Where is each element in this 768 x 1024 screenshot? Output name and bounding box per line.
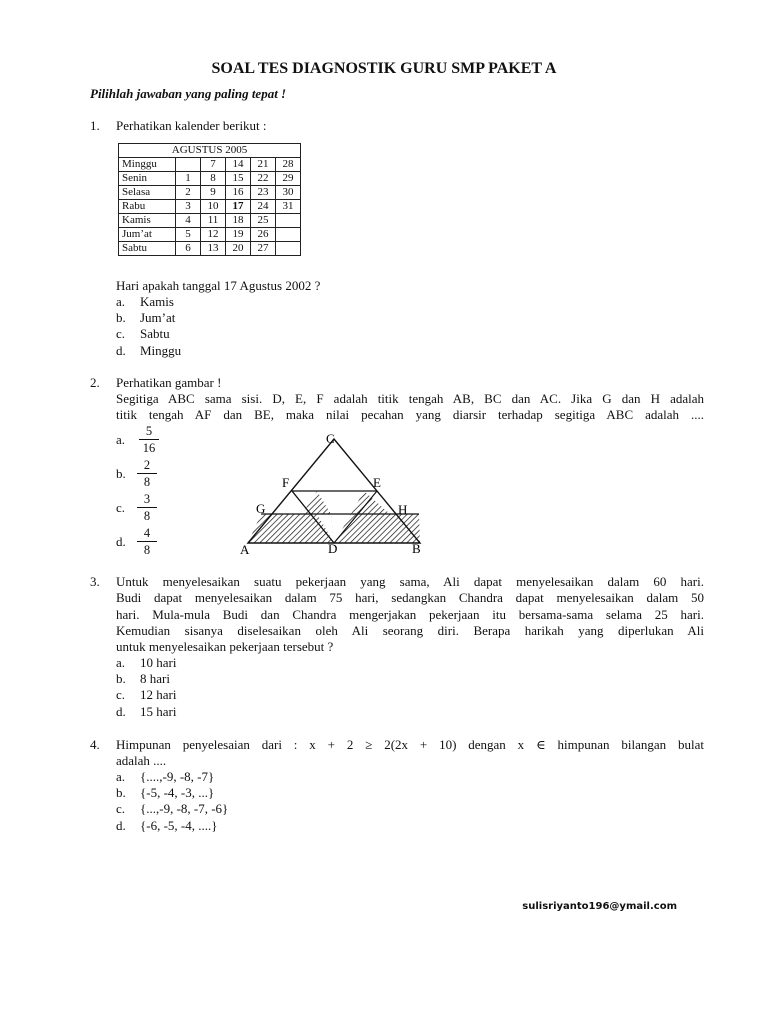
option-text: {...,-9, -8, -7, -6}: [140, 801, 229, 816]
calendar-row: [119, 214, 301, 228]
option-text: Kamis: [140, 294, 174, 309]
option-text: {-6, -5, -4, ....}: [140, 818, 218, 833]
calendar-day: Selasa: [119, 186, 176, 200]
calendar-day: Kamis: [119, 214, 176, 228]
option-3b[interactable]: [116, 671, 170, 687]
calendar-cell-highlight: 17: [226, 200, 251, 214]
option-text: {-5, -4, -3, ...}: [140, 785, 215, 800]
option-2d-fraction[interactable]: [137, 526, 157, 557]
calendar-cell: 13: [201, 242, 226, 256]
calendar-cell: [176, 158, 201, 172]
calendar-day: Sabtu: [119, 242, 176, 256]
option-text: Minggu: [140, 343, 182, 358]
calendar-cell: 23: [251, 186, 276, 200]
calendar-cell: 28: [276, 158, 301, 172]
label-d: D: [328, 541, 338, 556]
option-2c-letter[interactable]: c.: [116, 500, 126, 515]
calendar-cell: 14: [226, 158, 251, 172]
question-1-number: 1.: [90, 118, 100, 133]
label-e: E: [373, 475, 381, 490]
question-2-line-1: Segitiga ABC sama sisi. D, E, F adalah titik tengah AB, BC dan AC. Jika G dan H adalah: [116, 391, 704, 406]
option-letter: c.: [116, 687, 126, 702]
calendar-cell: [276, 242, 301, 256]
calendar-day: Jum’at: [119, 228, 176, 242]
question-1-text: Perhatikan kalender berikut :: [116, 118, 267, 133]
option-letter: d.: [116, 818, 126, 833]
question-4-line: adalah ....: [116, 753, 167, 768]
option-1b[interactable]: [116, 310, 175, 326]
label-c: C: [326, 431, 335, 446]
calendar-cell: 12: [201, 228, 226, 242]
author-email: sulisriyanto196@ymail.com: [522, 901, 677, 912]
calendar-cell: 22: [251, 172, 276, 186]
calendar-row: [119, 186, 301, 200]
question-1-prompt: Hari apakah tanggal 17 Agustus 2002 ?: [116, 278, 321, 293]
option-1a[interactable]: [116, 294, 174, 310]
option-text: 12 hari: [140, 687, 177, 702]
calendar-day: Senin: [119, 172, 176, 186]
calendar-cell: 7: [201, 158, 226, 172]
option-text: Sabtu: [140, 326, 170, 341]
fraction-denominator: 8: [143, 543, 151, 557]
option-4b[interactable]: [116, 785, 214, 801]
calendar-title: AGUSTUS 2005: [119, 144, 301, 158]
option-3a[interactable]: [116, 655, 176, 671]
triangle-figure: [230, 425, 450, 560]
option-letter: a.: [116, 769, 126, 784]
fraction-numerator: 4: [137, 526, 157, 542]
calendar-cell: 26: [251, 228, 276, 242]
option-text: 15 hari: [140, 704, 177, 719]
calendar-cell: 5: [176, 228, 201, 242]
option-text: 8 hari: [140, 671, 170, 686]
question-4-number: 4.: [90, 737, 100, 752]
question-2-number: 2.: [90, 375, 100, 390]
calendar-row: [119, 200, 301, 214]
fraction-denominator: 8: [143, 509, 151, 523]
option-2d-letter[interactable]: d.: [116, 534, 126, 549]
option-text: 10 hari: [140, 655, 177, 670]
option-2a-letter[interactable]: a.: [116, 432, 126, 447]
calendar-cell: 31: [276, 200, 301, 214]
option-letter: b.: [116, 785, 126, 800]
option-letter: d.: [116, 704, 126, 719]
option-letter: a.: [116, 294, 126, 309]
option-2a-fraction[interactable]: [139, 424, 159, 455]
option-1c[interactable]: [116, 326, 170, 342]
calendar-cell: 20: [226, 242, 251, 256]
label-g: G: [256, 501, 266, 516]
label-h: H: [398, 502, 408, 517]
option-3c[interactable]: [116, 687, 176, 703]
option-letter: c.: [116, 801, 126, 816]
shaded-region-right: [334, 491, 420, 543]
question-3-line: Budi dapat menyelesaikan dalam 75 hari, sedangkan Chandra dapat menyelesaikan dalam 50: [116, 590, 704, 605]
question-2-text: Perhatikan gambar !: [116, 375, 222, 390]
calendar-cell: 27: [251, 242, 276, 256]
calendar-row: [119, 228, 301, 242]
fraction-denominator: 8: [143, 475, 151, 489]
option-letter: d.: [116, 343, 126, 358]
question-3-line: untuk menyelesaikan pekerjaan tersebut ?: [116, 639, 334, 654]
calendar-cell: 2: [176, 186, 201, 200]
calendar-cell: 16: [226, 186, 251, 200]
fraction-numerator: 5: [139, 424, 159, 440]
calendar-cell: 29: [276, 172, 301, 186]
option-letter: a.: [116, 655, 126, 670]
calendar-cell: 8: [201, 172, 226, 186]
calendar-cell: 25: [251, 214, 276, 228]
option-2c-fraction[interactable]: [137, 492, 157, 523]
calendar-cell: 1: [176, 172, 201, 186]
calendar-cell: 4: [176, 214, 201, 228]
calendar-cell: 11: [201, 214, 226, 228]
question-2-line-2: titik tengah AF dan BE, maka nilai pecahan yang diarsir terhadap segitiga ABC adalah ....: [116, 407, 704, 422]
calendar-cell: 30: [276, 186, 301, 200]
option-4a[interactable]: [116, 769, 214, 785]
fraction-numerator: 3: [137, 492, 157, 508]
calendar-day: Rabu: [119, 200, 176, 214]
label-b: B: [412, 541, 421, 556]
calendar-cell: 6: [176, 242, 201, 256]
option-text: Jum’at: [140, 310, 176, 325]
option-letter: b.: [116, 671, 126, 686]
question-3-line: Kemudian sisanya diselesaikan oleh Ali seorang diri. Berapa harikah yang diperlukan Ali: [116, 623, 704, 638]
calendar-row: [119, 158, 301, 172]
calendar-row: [119, 172, 301, 186]
option-text: {....,-9, -8, -7}: [140, 769, 215, 784]
page-title: SOAL TES DIAGNOSTIK GURU SMP PAKET A: [211, 60, 557, 77]
calendar-cell: 21: [251, 158, 276, 172]
option-3d[interactable]: [116, 704, 176, 720]
calendar-cell: 3: [176, 200, 201, 214]
calendar-day: Minggu: [119, 158, 176, 172]
calendar-cell: [276, 214, 301, 228]
option-2b-letter[interactable]: b.: [116, 466, 126, 481]
fraction-denominator: 16: [142, 441, 156, 455]
label-a: A: [240, 542, 250, 557]
option-2b-fraction[interactable]: [137, 458, 157, 489]
option-letter: c.: [116, 326, 126, 341]
calendar-cell: 9: [201, 186, 226, 200]
calendar-cell: 10: [201, 200, 226, 214]
option-4d[interactable]: [116, 818, 217, 834]
fraction-numerator: 2: [137, 458, 157, 474]
calendar-cell: 18: [226, 214, 251, 228]
question-3-number: 3.: [90, 574, 100, 589]
calendar-cell: 15: [226, 172, 251, 186]
calendar-cell: 24: [251, 200, 276, 214]
instruction-text: Pilihlah jawaban yang paling tepat !: [90, 86, 287, 101]
option-4c[interactable]: [116, 801, 228, 817]
calendar-cell: [276, 228, 301, 242]
option-1d[interactable]: [116, 343, 181, 359]
calendar-table: [118, 143, 301, 256]
label-f: F: [282, 475, 290, 490]
calendar-row: [119, 242, 301, 256]
question-3-line: hari. Mula-mula Budi dan Chandra mengerjakan pekerjaan itu bersama-sama selama 25 hari.: [116, 607, 704, 622]
question-3-line: Untuk menyelesaikan suatu pekerjaan yang sama, Ali dapat menyelesaikan dalam 60 hari.: [116, 574, 704, 589]
question-4-line: Himpunan penyelesaian dari : x + 2 ≥ 2(2x + 10) dengan x ∈ himpunan bilangan bulat: [116, 737, 704, 752]
option-letter: b.: [116, 310, 126, 325]
calendar-cell: 19: [226, 228, 251, 242]
